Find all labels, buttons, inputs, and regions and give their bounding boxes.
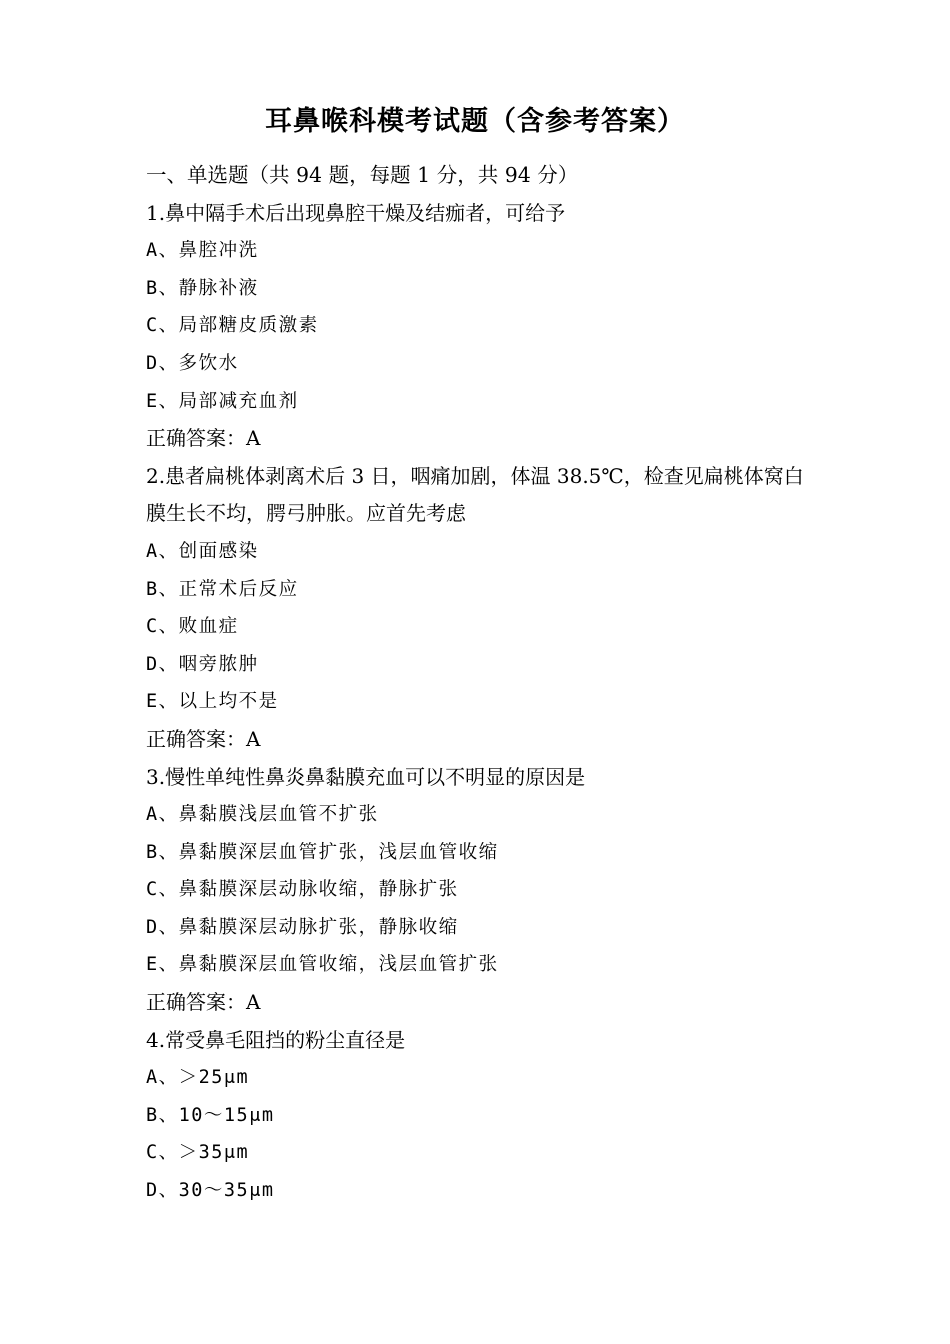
option-c: C、鼻黏膜深层动脉收缩，静脉扩张 — [146, 879, 459, 901]
correct-answer: 正确答案：A — [146, 990, 261, 1015]
correct-answer: 正确答案：A — [146, 426, 261, 451]
option-a: A、＞25μm — [146, 1067, 250, 1089]
option-b: B、静脉补液 — [146, 277, 259, 299]
option-c: C、＞35μm — [146, 1142, 250, 1164]
option-d: D、多饮水 — [146, 352, 239, 374]
option-d: D、咽旁脓肿 — [146, 653, 259, 675]
option-e: E、以上均不是 — [146, 691, 279, 713]
option-b: B、10～15μm — [146, 1104, 275, 1126]
option-a: A、创面感染 — [146, 540, 259, 562]
question-text: 4.常受鼻毛阻挡的粉尘直径是 — [146, 1027, 406, 1052]
question-text: 2.患者扁桃体剥离术后 3 日，咽痛加剧，体温 38.5℃，检查见扁桃体窝白膜生长不均，腭弓肿胀。应首先考虑 — [146, 463, 804, 526]
question-text: 1.鼻中隔手术后出现鼻腔干燥及结痂者，可给予 — [146, 200, 566, 225]
section-heading: 一、单选题（共 94 题，每题 1 分，共 94 分） — [146, 163, 579, 187]
option-b: B、鼻黏膜深层血管扩张，浅层血管收缩 — [146, 841, 499, 863]
question-block — [146, 1022, 816, 1210]
option-c: C、局部糖皮质激素 — [146, 315, 319, 337]
document-body — [146, 157, 816, 1210]
option-e: E、鼻黏膜深层血管收缩，浅层血管扩张 — [146, 954, 499, 976]
question-block — [146, 759, 816, 1022]
option-c: C、败血症 — [146, 616, 239, 638]
question-block — [146, 458, 816, 759]
option-b: B、正常术后反应 — [146, 578, 299, 600]
question-block — [146, 195, 816, 458]
question-text: 3.慢性单纯性鼻炎鼻黏膜充血可以不明显的原因是 — [146, 764, 586, 789]
option-d: D、鼻黏膜深层动脉扩张，静脉收缩 — [146, 916, 459, 938]
option-a: A、鼻黏膜浅层血管不扩张 — [146, 804, 379, 826]
correct-answer: 正确答案：A — [146, 726, 261, 751]
option-e: E、局部减充血剂 — [146, 390, 299, 412]
option-d: D、30～35μm — [146, 1180, 275, 1202]
document-title: 耳鼻喉科模考试题（含参考答案） — [265, 106, 685, 137]
option-a: A、鼻腔冲洗 — [146, 240, 259, 262]
